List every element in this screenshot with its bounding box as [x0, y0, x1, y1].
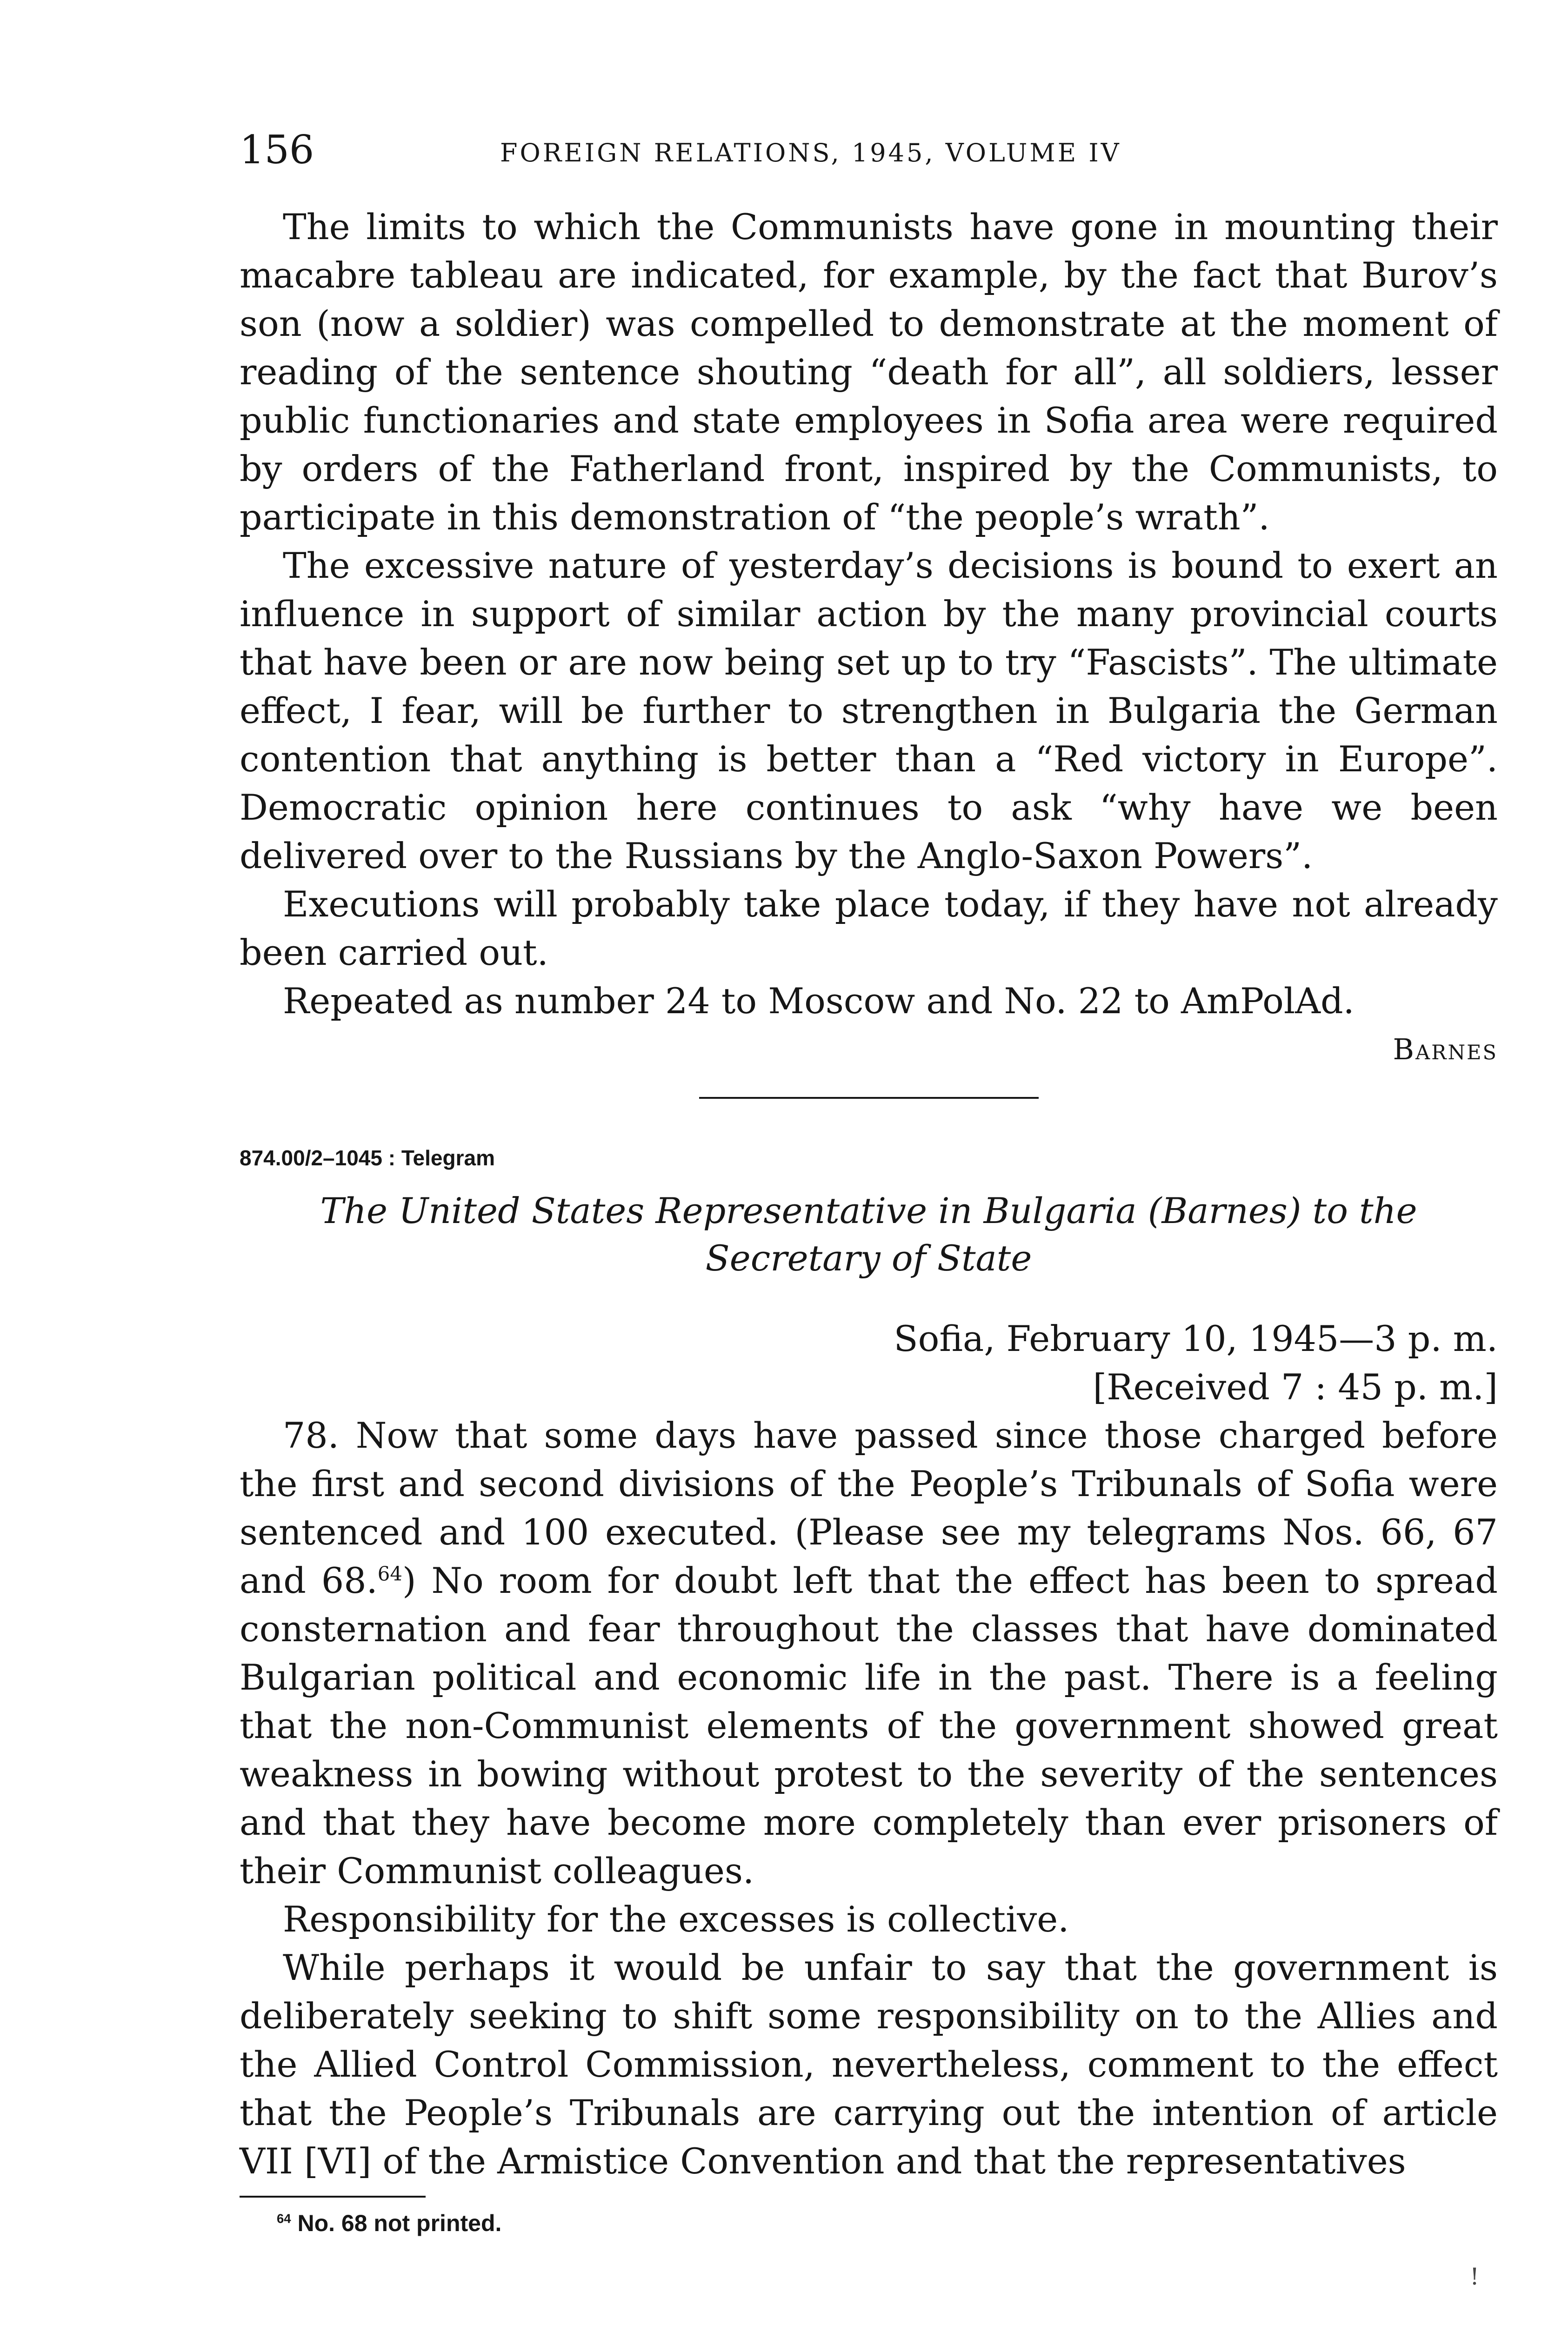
paragraph-while: While perhaps it would be unfair to say that the government is deliberately seeking to shift some responsibility on to the Allies and the Allied Control Commission, nevertheless, comment to the effect that the People’s Tribunals are carrying out the intention of article VII [VI] of the Armistice Convention and that the representatives	[240, 1947, 1498, 2182]
telegram-78	[240, 1147, 1498, 2186]
file-reference: 874.00/2–1045 : Telegram	[240, 1146, 495, 1170]
stray-mark: !	[1470, 2263, 1480, 2290]
continued-telegram	[240, 203, 1498, 1074]
document-title: The United States Representative in Bulgaria (Barnes) to the Secretary of State	[320, 1190, 1417, 1279]
paragraph-responsibility: Responsibility for the excesses is collective.	[283, 1898, 1069, 1940]
footnote-64	[277, 2212, 1498, 2235]
footnote-divider	[240, 2196, 426, 2198]
paragraph-limits: The limits to which the Communists have gone in mounting their macabre tableau are indicated, for example, by the fact that Burov’s son (now a soldier) was compelled to demonstrate at the moment of reading of the sentence shouting “death for all”, all soldiers, lesser public functionaries and state employees in Sofia area were required by orders of the Fatherland front, inspired by the Communists, to participate in this demonstration of “the people’s wrath”.	[240, 206, 1498, 538]
paragraph-repeated: Repeated as number 24 to Moscow and No. 22 to AmPolAd.	[283, 980, 1354, 1022]
received-time: [Received 7 : 45 p. m.]	[1093, 1366, 1498, 1408]
signature-barnes: Barnes	[1393, 1032, 1498, 1066]
footnote-reference: 64	[377, 1562, 402, 1585]
section-divider	[699, 1097, 1039, 1099]
paragraph-excessive: The excessive nature of yesterday’s decisions is bound to exert an influence in support of similar action by the many provincial courts that have been or are now being set up to try “Fascists”. The ultimate effect, I fear, will be further to strengthen in Bulgaria the German contention that anything is better than a “Red victory in Europe”. Democratic opinion here continues to ask “why have we been delivered over to the Russians by the Anglo-Saxon Powers”.	[240, 545, 1498, 876]
footnote-mark: 64	[277, 2211, 291, 2226]
running-title: FOREIGN RELATIONS, 1945, VOLUME IV	[500, 138, 1121, 167]
dateline: Sofia, February 10, 1945—3 p. m.	[894, 1318, 1498, 1359]
paragraph-executions: Executions will probably take place today, if they have not already been carried out.	[240, 883, 1498, 973]
page-number: 156	[240, 127, 314, 173]
paragraph-78-end: ) No room for doubt left that the effect has been to spread consternation and fear throughout the classes that have dominated Bulgarian political and economic life in the past. There is a feeling that the non-Communist elements of the government showed great weakness in bowing without protest to the severity of the sentences and that they have become more completely than ever prisoners of their Communist colleagues.	[240, 1560, 1498, 1892]
footnote-text: No. 68 not printed.	[291, 2210, 502, 2236]
document-page	[240, 127, 1498, 2236]
paragraph-78	[240, 1411, 1498, 1895]
running-head	[240, 127, 1498, 191]
paragraph-78-start: 78. Now that some days have passed since those charged before the first and second divisions of the People’s Tribunals of Sofia were sentenced and 100 executed. (Please see my telegrams Nos. 66, 67 and 68.	[240, 1415, 1498, 1601]
